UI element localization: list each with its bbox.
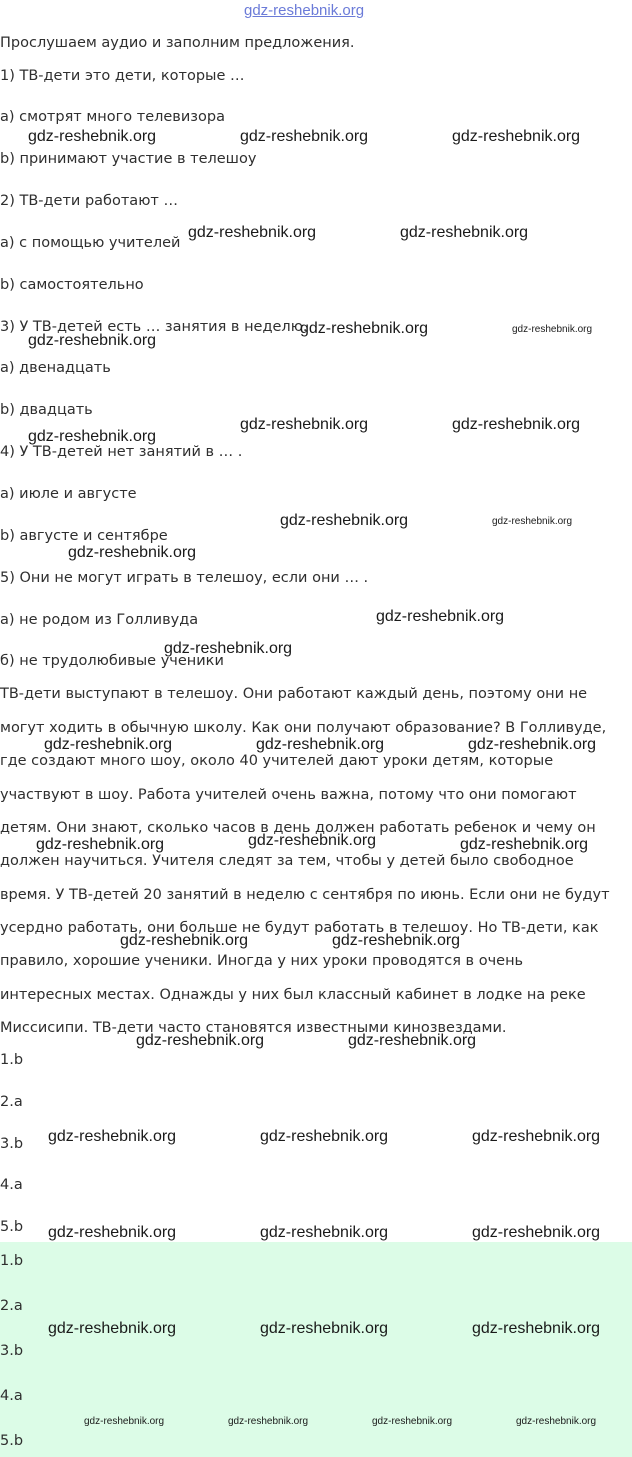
watermark: gdz-reshebnik.org (260, 1320, 389, 1337)
answer-item: 3.b (0, 1136, 24, 1152)
question-2-option-a: a) с помощью учителей (0, 235, 181, 251)
passage-line: время. У ТВ-детей 20 занятий в неделю с сентября по июнь. Если они не будут (0, 887, 610, 903)
watermark: gdz-reshebnik.org (300, 320, 429, 337)
answer-item: 4.a (0, 1177, 23, 1193)
answer-item: 2.a (0, 1094, 23, 1110)
passage-line: Миссисипи. ТВ-дети часто становятся известными кинозвездами. (0, 1020, 507, 1036)
watermark: gdz-reshebnik.org (400, 224, 529, 241)
question-2: 2) ТВ-дети работают … (0, 193, 178, 209)
question-1-option-a: a) смотрят много телевизора (0, 109, 225, 125)
watermark: gdz-reshebnik.org (372, 1416, 453, 1427)
passage-line: где создают много шоу, около 40 учителей дают уроки детям, которые (0, 753, 554, 769)
highlighted-answer-item: 2.a (0, 1298, 23, 1314)
question-3-option-a: a) двенадцать (0, 360, 111, 376)
passage-line: правило, хорошие ученики. Иногда у них уроки проводятся в очень (0, 953, 524, 969)
watermark: gdz-reshebnik.org (188, 224, 317, 241)
watermark: gdz-reshebnik.org (516, 1416, 597, 1427)
watermark: gdz-reshebnik.org (68, 544, 197, 561)
question-4-option-a: a) июле и августе (0, 486, 137, 502)
passage-line: ТВ-дети выступают в телешоу. Они работают каждый день, поэтому они не (0, 686, 588, 702)
watermark: gdz-reshebnik.org (48, 1128, 177, 1145)
watermark: gdz-reshebnik.org (472, 1128, 601, 1145)
watermark: gdz-reshebnik.org (164, 640, 293, 657)
watermark: gdz-reshebnik.org (228, 1416, 309, 1427)
watermark: gdz-reshebnik.org (48, 1224, 177, 1241)
passage-line: могут ходить в обычную школу. Как они получают образование? В Голливуде, (0, 720, 607, 736)
question-4-option-b: b) августе и сентябре (0, 528, 168, 544)
question-4: 4) У ТВ-детей нет занятий в … . (0, 444, 243, 460)
watermark: gdz-reshebnik.org (240, 416, 369, 433)
answer-item: 5.b (0, 1219, 24, 1235)
watermark: gdz-reshebnik.org (512, 324, 593, 335)
passage-line: должен научиться. Учителя следят за тем, чтобы у детей было свободное (0, 853, 574, 869)
question-1: 1) ТВ-дети это дети, которые … (0, 68, 245, 84)
watermark: gdz-reshebnik.org (84, 1416, 165, 1427)
question-3-option-b: b) двадцать (0, 402, 93, 418)
watermark: gdz-reshebnik.org (452, 416, 581, 433)
watermark: gdz-reshebnik.org (28, 332, 157, 349)
watermark: gdz-reshebnik.org (256, 736, 385, 753)
question-5-option-b: б) не трудолюбивые ученики (0, 653, 224, 669)
watermark: gdz-reshebnik.org (260, 1224, 389, 1241)
watermark: gdz-reshebnik.org (248, 832, 377, 849)
highlighted-answer-item: 1.b (0, 1253, 24, 1269)
highlighted-answer-item: 3.b (0, 1343, 24, 1359)
question-5-option-a: a) не родом из Голливуда (0, 612, 199, 628)
watermark: gdz-reshebnik.org (120, 932, 249, 949)
question-3: 3) У ТВ-детей есть … занятия в неделю. (0, 319, 308, 335)
watermark: gdz-reshebnik.org (28, 128, 157, 145)
watermark: gdz-reshebnik.org (44, 736, 173, 753)
watermark: gdz-reshebnik.org (260, 1128, 389, 1145)
watermark: gdz-reshebnik.org (36, 836, 165, 853)
question-1-option-b: b) принимают участие в телешоу (0, 151, 257, 167)
question-5: 5) Они не могут играть в телешоу, если они … . (0, 570, 369, 586)
watermark: gdz-reshebnik.org (48, 1320, 177, 1337)
answer-item: 1.b (0, 1052, 24, 1068)
highlighted-answer-item: 4.a (0, 1388, 23, 1404)
task-instruction: Прослушаем аудио и заполним предложения. (0, 35, 355, 51)
watermark: gdz-reshebnik.org (376, 608, 505, 625)
watermark: gdz-reshebnik.org (280, 512, 409, 529)
watermark: gdz-reshebnik.org (452, 128, 581, 145)
watermark: gdz-reshebnik.org (240, 128, 369, 145)
watermark: gdz-reshebnik.org (492, 516, 573, 527)
watermark: gdz-reshebnik.org (460, 836, 589, 853)
passage-line: усердно работать, они больше не будут работать в телешоу. Но ТВ-дети, как (0, 920, 599, 936)
passage-line: детям. Они знают, сколько часов в день должен работать ребенок и чему он (0, 820, 596, 836)
question-2-option-b: b) самостоятельно (0, 277, 144, 293)
site-header-link[interactable]: gdz-reshebnik.org (244, 2, 365, 19)
watermark: gdz-reshebnik.org (28, 428, 157, 445)
watermark: gdz-reshebnik.org (332, 932, 461, 949)
watermark: gdz-reshebnik.org (472, 1224, 601, 1241)
watermark: gdz-reshebnik.org (348, 1032, 477, 1049)
highlighted-answer-item: 5.b (0, 1433, 24, 1449)
passage-line: участвуют в шоу. Работа учителей очень важна, потому что они помогают (0, 787, 577, 803)
watermark: gdz-reshebnik.org (472, 1320, 601, 1337)
watermark: gdz-reshebnik.org (468, 736, 597, 753)
watermark: gdz-reshebnik.org (136, 1032, 265, 1049)
passage-line: интересных местах. Однажды у них был классный кабинет в лодке на реке (0, 987, 586, 1003)
